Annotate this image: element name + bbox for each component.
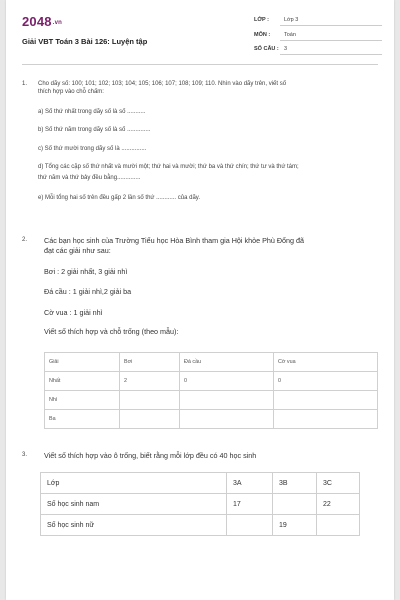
table-row (45, 391, 378, 410)
meta-subject-value: Toán (284, 32, 296, 38)
meta-divider (280, 40, 382, 41)
question-2-shuttlecock: Đá cầu : 1 giải nhì,2 giải ba (44, 287, 132, 297)
question-3-intro: Viết số thích hợp vào ô trống, biết rằng mỗi lớp đều có 40 học sinh (44, 451, 257, 460)
meta-divider (280, 54, 382, 55)
question-1-part-d-line2: thứ năm và thứ bảy đều bằng.............. (38, 175, 141, 182)
table-cell: 19 (273, 515, 317, 536)
table-header-cell: Cờ vua (274, 353, 378, 372)
meta-grade-label: LỚP : (254, 17, 269, 23)
table-header-cell: 3A (227, 473, 273, 494)
header-divider (22, 64, 378, 65)
table-header-row (45, 353, 378, 372)
table-cell (227, 515, 273, 536)
table-header-cell: 3B (273, 473, 317, 494)
question-2-swimming: Bơi : 2 giải nhất, 3 giải nhì (44, 266, 128, 276)
document-title: Giải VBT Toán 3 Bài 126: Luyện tập (22, 37, 148, 46)
question-number: 2. (22, 237, 28, 243)
question-1-intro-line2: thích hợp vào chỗ chấm: (38, 89, 104, 96)
question-1-part-d-line1: d) Tổng các cặp số thứ nhất và mười một; thứ hai và mười; thứ ba và thứ chín; thứ tư và thứ tám; (38, 163, 299, 170)
question-1-part-e: e) Mỗi tổng hai số trên đều gấp 2 lần số thứ ............ của dãy. (38, 194, 200, 201)
table-row (41, 494, 360, 515)
table-row (45, 372, 378, 391)
table-row (45, 410, 378, 429)
table-cell (274, 410, 378, 429)
site-logo[interactable]: 2048.vn (22, 14, 63, 29)
question-1-part-c: c) Số thứ mười trong dãy số là ............... (38, 145, 147, 152)
table-cell: Nhất (45, 372, 120, 391)
awards-table (44, 352, 378, 429)
table-cell: Số học sinh nữ (41, 515, 227, 536)
table-cell (120, 391, 180, 410)
meta-grade-value: Lớp 3 (284, 17, 299, 23)
table-cell: 0 (274, 372, 378, 391)
question-1-intro-line1: Cho dãy số: 100; 101; 102; 103; 104; 105; 106; 107; 108; 109; 110. Nhìn vào dãy trên, viết số (38, 81, 287, 87)
table-cell (180, 410, 274, 429)
table-header-cell: Bơi (120, 353, 180, 372)
table-cell: 17 (227, 494, 273, 515)
table-cell (274, 391, 378, 410)
table-cell: 0 (180, 372, 274, 391)
table-cell (273, 494, 317, 515)
document-page (6, 0, 394, 600)
table-header-row (41, 473, 360, 494)
table-cell (317, 515, 360, 536)
table-row (41, 515, 360, 536)
table-cell: 2 (120, 372, 180, 391)
table-cell (180, 391, 274, 410)
question-2-intro-line1: Các bạn học sinh của Trường Tiểu học Hòa Bình tham gia Hội khỏe Phù Đổng đã (44, 236, 305, 245)
table-cell: Ba (45, 410, 120, 429)
question-2-chess: Cờ vua : 1 giải nhì (44, 307, 103, 317)
table-cell: Nhì (45, 391, 120, 410)
meta-subject-label: MÔN : (254, 32, 271, 38)
table-header-cell: 3C (317, 473, 360, 494)
table-cell: 22 (317, 494, 360, 515)
meta-divider (280, 25, 382, 26)
table-header-cell: Đá cầu (180, 353, 274, 372)
question-2-instruction: Viết số thích hợp và chỗ trống (theo mẫu): (44, 327, 179, 337)
question-number: 3. (22, 452, 28, 458)
question-1-part-a: a) Số thứ nhất trong dãy số là số ........... (38, 108, 146, 115)
table-header-cell: Lớp (41, 473, 227, 494)
question-2-intro-line2: đạt các giải như sau: (44, 246, 111, 256)
question-number: 1. (22, 81, 28, 87)
table-cell: Số học sinh nam (41, 494, 227, 515)
table-header-cell: Giải (45, 353, 120, 372)
question-1-part-b: b) Số thứ năm trong dãy số là số .............. (38, 127, 151, 134)
table-cell (120, 410, 180, 429)
students-table (40, 472, 360, 536)
meta-count-label: SỐ CÂU : (254, 46, 279, 52)
meta-count-value: 3 (284, 46, 288, 52)
